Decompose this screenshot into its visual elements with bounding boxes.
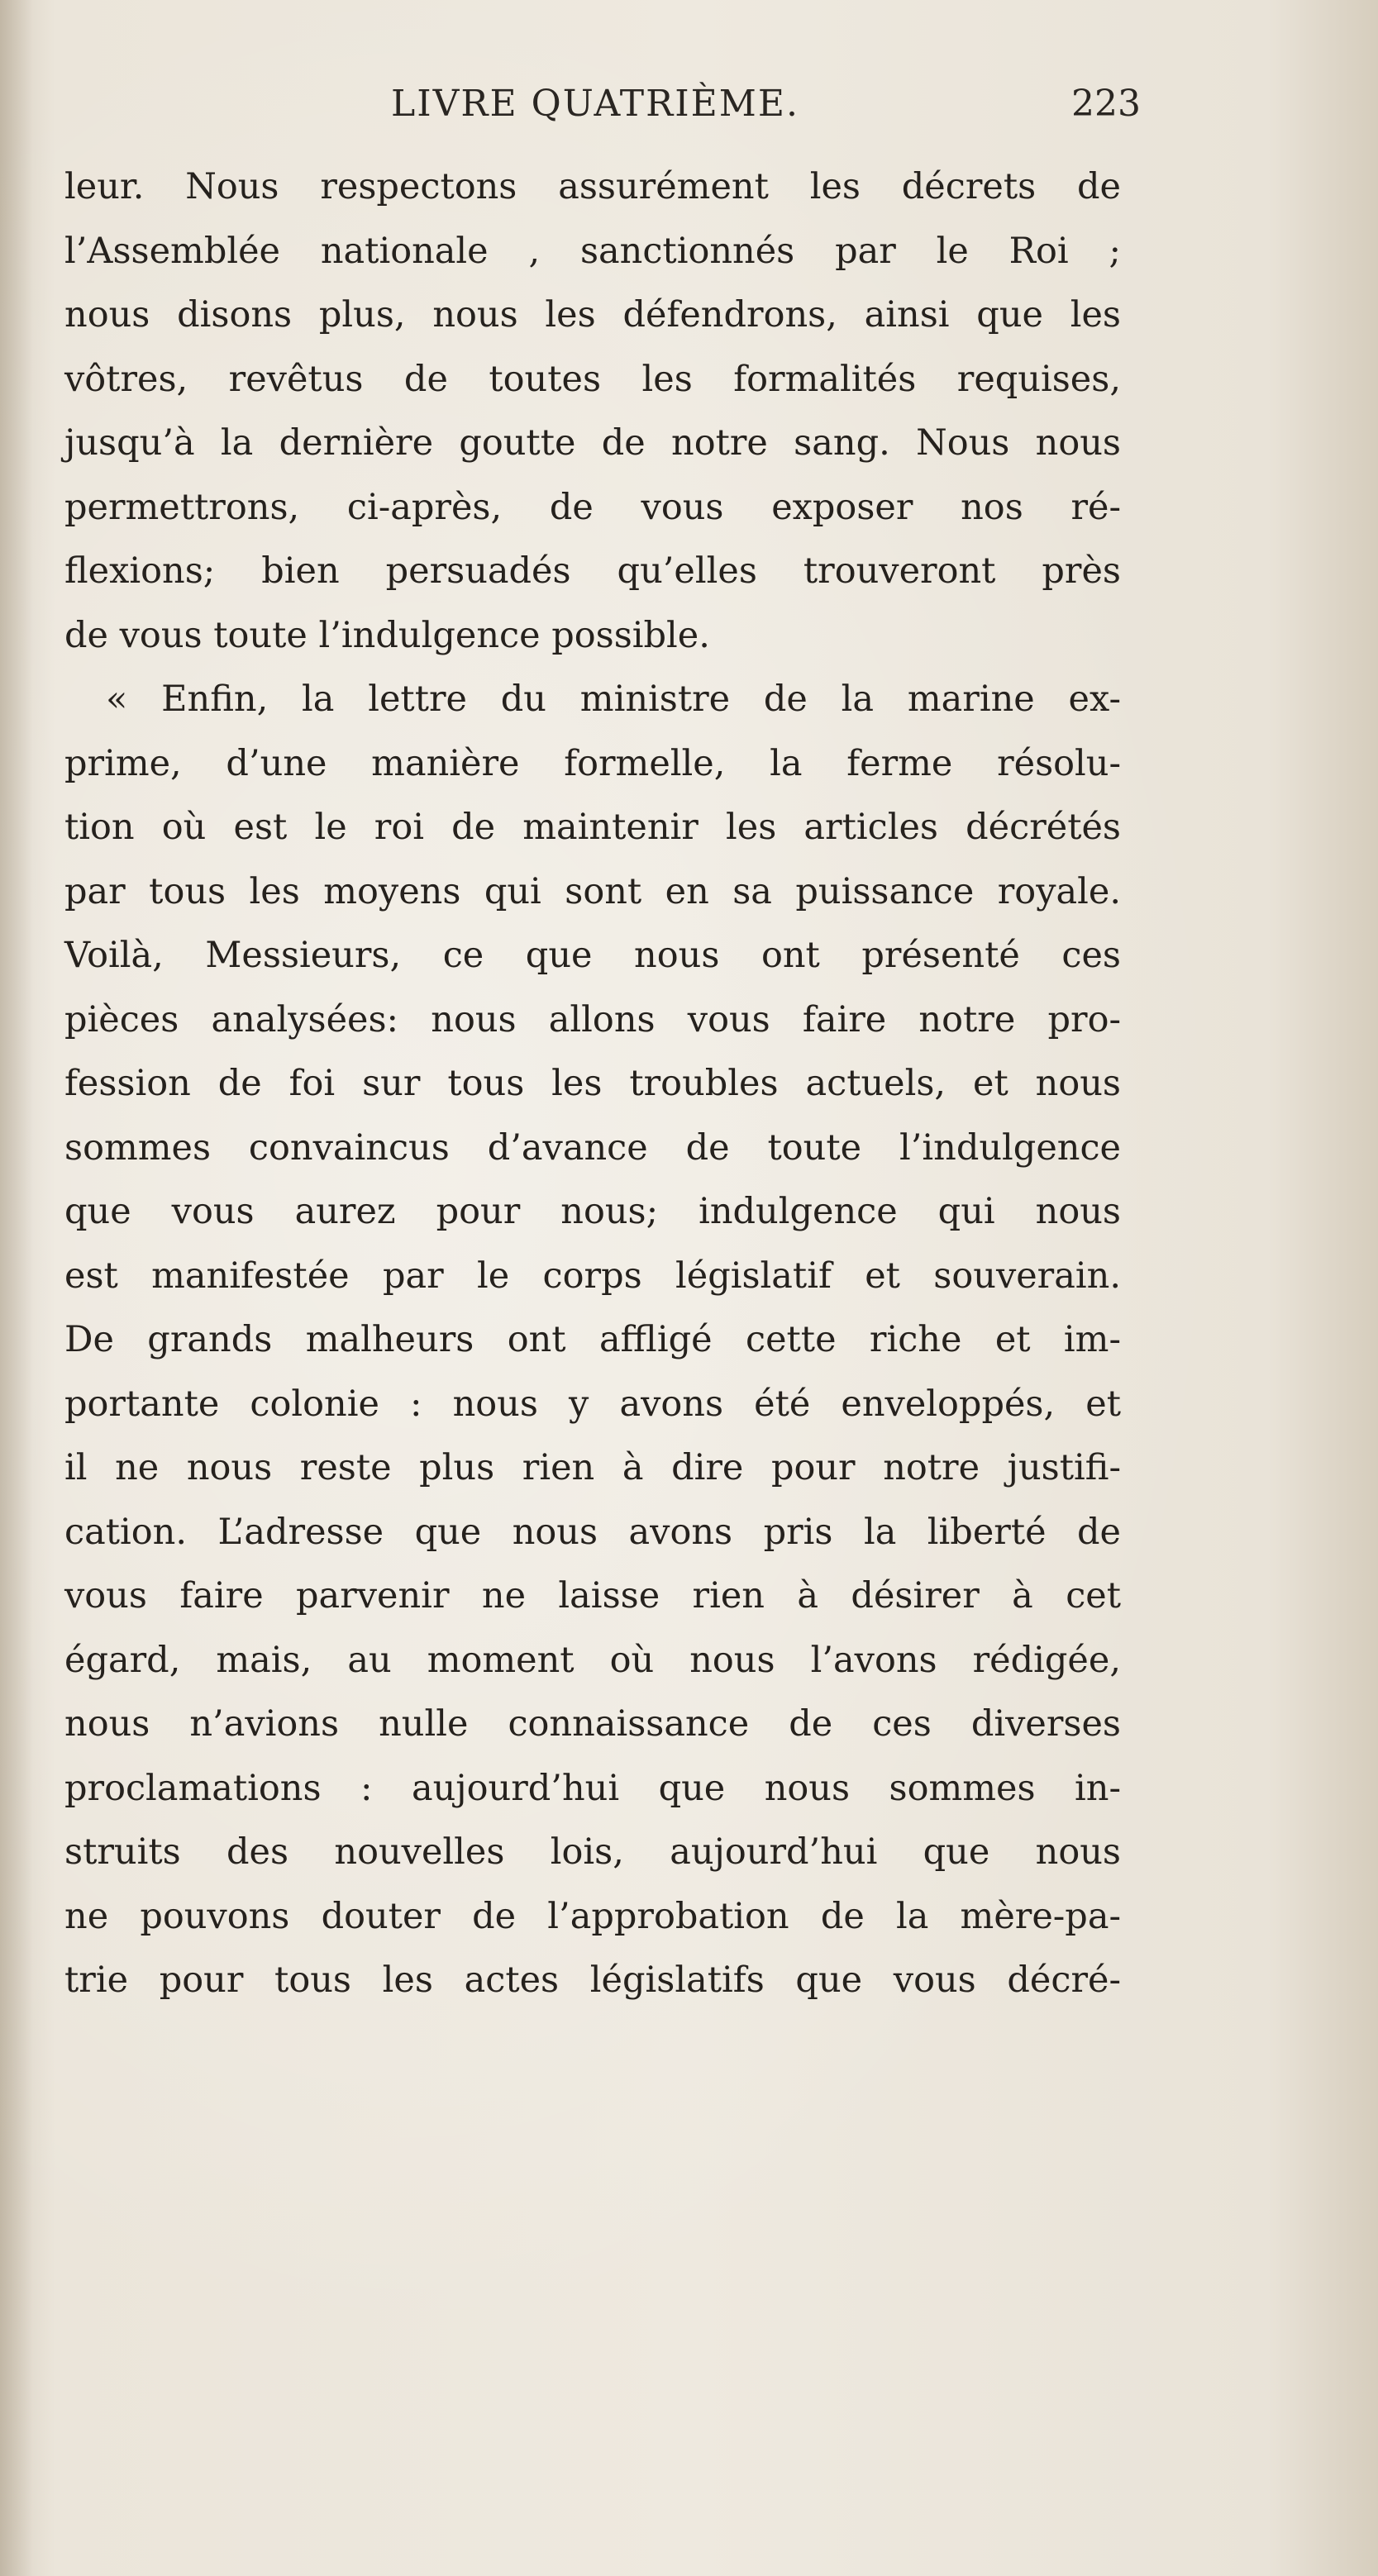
page-header bbox=[66, 83, 1141, 140]
text-line: égard, mais, au moment où nous l’avons rédigée, bbox=[64, 1639, 1121, 1681]
text-line: « Enfin, la lettre du ministre de la marine ex- bbox=[106, 679, 1121, 720]
text-line: sommes convaincus d’avance de toute l’indulgence bbox=[64, 1126, 1121, 1169]
text-line: portante colonie : nous y avons été enveloppés, et bbox=[64, 1383, 1121, 1425]
text-line: l’Assemblée nationale , sanctionnés par le Roi ; bbox=[64, 230, 1121, 272]
text-line: nous disons plus, nous les défendrons, ainsi que les bbox=[64, 294, 1121, 336]
body-text bbox=[64, 155, 1121, 2013]
text-line: fession de foi sur tous les troubles actuels, et nous bbox=[64, 1063, 1121, 1104]
text-line: par tous les moyens qui sont en sa puissance royale. bbox=[64, 870, 1121, 912]
text-line: flexions; bien persuadés qu’elles trouveront près bbox=[64, 550, 1121, 592]
page-number: 223 bbox=[1071, 83, 1141, 125]
text-line: nous n’avions nulle connaissance de ces diverses bbox=[64, 1703, 1121, 1745]
text-line: Voilà, Messieurs, ce que nous ont présenté ces bbox=[64, 935, 1121, 976]
text-line: trie pour tous les actes législatifs que vous décré- bbox=[64, 1959, 1121, 2001]
text-line: struits des nouvelles lois, aujourd’hui que nous bbox=[64, 1831, 1121, 1873]
text-line: tion où est le roi de maintenir les articles décrétés bbox=[64, 807, 1121, 848]
running-title: LIVRE QUATRIÈME. bbox=[391, 83, 799, 125]
text-line: vous faire parvenir ne laisse rien à désirer à cet bbox=[64, 1575, 1121, 1617]
text-line: il ne nous reste plus rien à dire pour notre justifi- bbox=[64, 1447, 1121, 1488]
text-line: ne pouvons douter de l’approbation de la mère-pa- bbox=[64, 1895, 1121, 1937]
text-line: permettrons, ci-après, de vous exposer nos ré- bbox=[64, 486, 1121, 528]
text-line: leur. Nous respectons assurément les décrets de bbox=[64, 166, 1121, 207]
text-line: cation. L’adresse que nous avons pris la liberté de bbox=[64, 1511, 1121, 1553]
text-line: est manifestée par le corps législatif et souverain. bbox=[64, 1255, 1121, 1297]
gutter-shadow bbox=[0, 0, 33, 2576]
text-line: De grands malheurs ont affligé cette riche et im- bbox=[64, 1319, 1121, 1360]
text-line: que vous aurez pour nous; indulgence qui nous bbox=[64, 1191, 1121, 1232]
text-line: proclamations : aujourd’hui que nous sommes in- bbox=[64, 1767, 1121, 1809]
text-line: jusqu’à la dernière goutte de notre sang. Nous nous bbox=[64, 422, 1121, 464]
text-line: de vous toute l’indulgence possible. bbox=[64, 614, 710, 656]
text-line: pièces analysées: nous allons vous faire notre pro- bbox=[64, 998, 1121, 1040]
text-line: vôtres, revêtus de toutes les formalités requises, bbox=[64, 358, 1121, 400]
text-line: prime, d’une manière formelle, la ferme résolu- bbox=[64, 742, 1121, 784]
